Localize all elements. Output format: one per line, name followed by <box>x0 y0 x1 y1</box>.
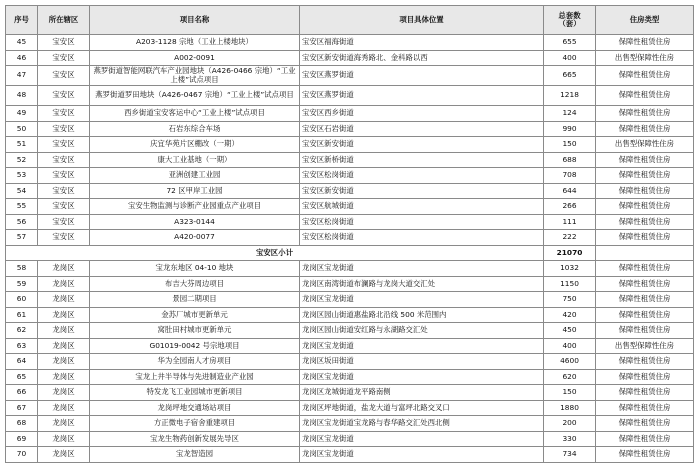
row-unit-count: 420 <box>544 307 596 323</box>
row-district: 宝安区 <box>38 230 90 246</box>
row-district: 宝安区 <box>38 183 90 199</box>
row-unit-count: 330 <box>544 431 596 447</box>
table-row <box>6 276 694 292</box>
row-number: 53 <box>6 168 38 184</box>
row-location: 宝安区燕罗街道 <box>300 66 544 86</box>
row-number: 63 <box>6 338 38 354</box>
table-row <box>6 183 694 199</box>
table-body-longgang <box>6 261 694 463</box>
row-unit-count: 655 <box>544 35 596 51</box>
header-district: 所在辖区 <box>38 6 90 35</box>
table-row <box>6 354 694 370</box>
header-count: 总套数 （套） <box>544 6 596 35</box>
row-district: 龙岗区 <box>38 400 90 416</box>
row-district: 龙岗区 <box>38 261 90 277</box>
row-housing-type: 保障性租赁住房 <box>596 152 694 168</box>
row-housing-type: 保障性租赁住房 <box>596 183 694 199</box>
row-number: 64 <box>6 354 38 370</box>
row-number: 55 <box>6 199 38 215</box>
row-project-name: A002-0091 <box>90 50 300 66</box>
row-district: 龙岗区 <box>38 385 90 401</box>
row-housing-type: 保障性租赁住房 <box>596 276 694 292</box>
subtotal-count: 21070 <box>544 245 596 261</box>
row-district: 宝安区 <box>38 86 90 106</box>
subtotal-label: 宝安区小计 <box>6 245 544 261</box>
table-body-baoan <box>6 35 694 246</box>
table-row <box>6 307 694 323</box>
table-row <box>6 199 694 215</box>
row-housing-type: 出售型保障性住房 <box>596 50 694 66</box>
row-unit-count: 150 <box>544 385 596 401</box>
row-location: 龙岗区宝龙街道 <box>300 338 544 354</box>
row-district: 龙岗区 <box>38 276 90 292</box>
row-location: 宝安区新安街道 <box>300 183 544 199</box>
row-project-name: 特发龙飞工业园城市更新项目 <box>90 385 300 401</box>
row-location: 宝安区松岗街道 <box>300 230 544 246</box>
row-location: 龙岗区坂田街道 <box>300 354 544 370</box>
row-housing-type: 保障性租赁住房 <box>596 416 694 432</box>
row-project-name: 庆宜华苑片区棚改（一期） <box>90 137 300 153</box>
row-unit-count: 665 <box>544 66 596 86</box>
row-number: 54 <box>6 183 38 199</box>
row-unit-count: 266 <box>544 199 596 215</box>
row-location: 龙岗区宝龙街道 <box>300 261 544 277</box>
row-housing-type: 保障性租赁住房 <box>596 86 694 106</box>
table-row <box>6 431 694 447</box>
row-district: 龙岗区 <box>38 292 90 308</box>
row-housing-type: 保障性租赁住房 <box>596 35 694 51</box>
table-row <box>6 121 694 137</box>
row-project-name: 宝安生物监测与诊断产业园重点产业项目 <box>90 199 300 215</box>
subtotal-row <box>6 245 694 261</box>
header-no: 序号 <box>6 6 38 35</box>
row-unit-count: 4600 <box>544 354 596 370</box>
table-row <box>6 416 694 432</box>
row-unit-count: 1150 <box>544 276 596 292</box>
row-unit-count: 124 <box>544 106 596 122</box>
row-district: 宝安区 <box>38 152 90 168</box>
row-project-name: 布吉大芬周边项目 <box>90 276 300 292</box>
row-location: 宝安区松岗街道 <box>300 214 544 230</box>
table-body-subtotal <box>6 245 694 261</box>
row-unit-count: 150 <box>544 137 596 153</box>
row-housing-type: 保障性租赁住房 <box>596 199 694 215</box>
table-row <box>6 50 694 66</box>
row-district: 龙岗区 <box>38 338 90 354</box>
row-project-name: 金苏厂城市更新单元 <box>90 307 300 323</box>
table-row <box>6 137 694 153</box>
row-location: 龙岗区宝龙街道 <box>300 431 544 447</box>
row-location: 宝安区福海街道 <box>300 35 544 51</box>
table-row <box>6 400 694 416</box>
row-number: 47 <box>6 66 38 86</box>
row-number: 46 <box>6 50 38 66</box>
row-project-name: A323-0144 <box>90 214 300 230</box>
row-housing-type: 保障性租赁住房 <box>596 369 694 385</box>
row-housing-type: 保障性租赁住房 <box>596 447 694 463</box>
header-location: 项目具体位置 <box>300 6 544 35</box>
row-unit-count: 990 <box>544 121 596 137</box>
row-housing-type: 保障性租赁住房 <box>596 431 694 447</box>
row-district: 宝安区 <box>38 106 90 122</box>
row-district: 龙岗区 <box>38 431 90 447</box>
row-housing-type: 保障性租赁住房 <box>596 323 694 339</box>
row-location: 龙岗区坪地街道，盐龙大道与富坪北路交叉口 <box>300 400 544 416</box>
row-number: 66 <box>6 385 38 401</box>
row-project-name: 宝龙智造园 <box>90 447 300 463</box>
housing-projects-table <box>5 5 694 463</box>
row-number: 70 <box>6 447 38 463</box>
row-unit-count: 644 <box>544 183 596 199</box>
row-project-name: 景园二期项目 <box>90 292 300 308</box>
row-number: 60 <box>6 292 38 308</box>
table-row <box>6 106 694 122</box>
row-location: 龙岗区南湾街道布澜路与龙岗大道交汇处 <box>300 276 544 292</box>
row-unit-count: 222 <box>544 230 596 246</box>
row-district: 宝安区 <box>38 50 90 66</box>
row-district: 龙岗区 <box>38 416 90 432</box>
row-location: 宝安区西乡街道 <box>300 106 544 122</box>
row-number: 61 <box>6 307 38 323</box>
row-housing-type: 保障性租赁住房 <box>596 292 694 308</box>
row-number: 65 <box>6 369 38 385</box>
row-housing-type: 保障性租赁住房 <box>596 261 694 277</box>
row-housing-type: 保障性租赁住房 <box>596 307 694 323</box>
row-location: 龙岗区园山街道安红路与永湖路交汇处 <box>300 323 544 339</box>
table-row <box>6 292 694 308</box>
table-row <box>6 447 694 463</box>
row-housing-type: 保障性租赁住房 <box>596 230 694 246</box>
row-housing-type: 保障性租赁住房 <box>596 106 694 122</box>
row-unit-count: 450 <box>544 323 596 339</box>
row-housing-type: 出售型保障性住房 <box>596 338 694 354</box>
row-number: 62 <box>6 323 38 339</box>
row-housing-type: 保障性租赁住房 <box>596 354 694 370</box>
row-project-name: 方正微电子宿舍重建项目 <box>90 416 300 432</box>
table-row <box>6 369 694 385</box>
row-project-name: G01019-0042 号宗地项目 <box>90 338 300 354</box>
row-housing-type: 保障性租赁住房 <box>596 121 694 137</box>
row-number: 69 <box>6 431 38 447</box>
header-name: 项目名称 <box>90 6 300 35</box>
row-number: 49 <box>6 106 38 122</box>
row-number: 52 <box>6 152 38 168</box>
row-project-name: A420-0077 <box>90 230 300 246</box>
row-number: 56 <box>6 214 38 230</box>
subtotal-empty-cell <box>596 245 694 261</box>
housing-table-container <box>5 5 693 463</box>
row-location: 宝安区石岩街道 <box>300 121 544 137</box>
row-location: 龙岗区宝龙街道 <box>300 292 544 308</box>
row-number: 58 <box>6 261 38 277</box>
row-number: 67 <box>6 400 38 416</box>
row-location: 龙岗区宝龙街道 <box>300 447 544 463</box>
row-unit-count: 620 <box>544 369 596 385</box>
row-location: 宝安区新桥街道 <box>300 152 544 168</box>
table-row <box>6 152 694 168</box>
row-location: 宝安区松岗街道 <box>300 168 544 184</box>
table-row <box>6 168 694 184</box>
row-district: 龙岗区 <box>38 307 90 323</box>
row-housing-type: 保障性租赁住房 <box>596 214 694 230</box>
row-district: 宝安区 <box>38 121 90 137</box>
row-number: 48 <box>6 86 38 106</box>
row-unit-count: 111 <box>544 214 596 230</box>
row-unit-count: 1218 <box>544 86 596 106</box>
row-housing-type: 保障性租赁住房 <box>596 66 694 86</box>
row-unit-count: 708 <box>544 168 596 184</box>
row-unit-count: 400 <box>544 50 596 66</box>
row-unit-count: 734 <box>544 447 596 463</box>
table-row <box>6 261 694 277</box>
row-district: 宝安区 <box>38 214 90 230</box>
row-unit-count: 688 <box>544 152 596 168</box>
table-row <box>6 35 694 51</box>
table-row <box>6 323 694 339</box>
row-district: 龙岗区 <box>38 354 90 370</box>
row-project-name: 燕罗街道智能网联汽车产业园地块（A426-0466 宗地）“工业上楼”试点项目 <box>90 66 300 86</box>
row-project-name: 龙岗坪地交通场站项目 <box>90 400 300 416</box>
row-location: 龙岗区园山街道惠盐路北沿线 500 米范围内 <box>300 307 544 323</box>
row-unit-count: 1880 <box>544 400 596 416</box>
row-location: 龙岗区龙城街道龙平路南侧 <box>300 385 544 401</box>
row-number: 51 <box>6 137 38 153</box>
row-district: 宝安区 <box>38 35 90 51</box>
row-project-name: A203-1128 宗地（工业上楼地块） <box>90 35 300 51</box>
row-project-name: 窝肚田村城市更新单元 <box>90 323 300 339</box>
row-district: 宝安区 <box>38 137 90 153</box>
row-housing-type: 出售型保障性住房 <box>596 137 694 153</box>
row-project-name: 亚洲创建工业园 <box>90 168 300 184</box>
row-district: 宝安区 <box>38 168 90 184</box>
row-district: 宝安区 <box>38 66 90 86</box>
row-unit-count: 200 <box>544 416 596 432</box>
table-row <box>6 66 694 86</box>
row-project-name: 宝龙东地区 04-10 地块 <box>90 261 300 277</box>
row-project-name: 华为全园南人才房项目 <box>90 354 300 370</box>
row-housing-type: 保障性租赁住房 <box>596 385 694 401</box>
table-row <box>6 214 694 230</box>
row-location: 宝安区燕罗街道 <box>300 86 544 106</box>
row-district: 龙岗区 <box>38 323 90 339</box>
row-number: 59 <box>6 276 38 292</box>
row-unit-count: 400 <box>544 338 596 354</box>
table-header-row <box>6 6 694 35</box>
row-number: 57 <box>6 230 38 246</box>
row-location: 宝安区新安街道 <box>300 137 544 153</box>
row-project-name: 石岩东综合车场 <box>90 121 300 137</box>
row-district: 龙岗区 <box>38 369 90 385</box>
row-project-name: 72 区甲岸工业园 <box>90 183 300 199</box>
row-project-name: 燕罗街道罗田地块（A426-0467 宗地）“工业上楼”试点项目 <box>90 86 300 106</box>
table-row <box>6 338 694 354</box>
header-type: 住房类型 <box>596 6 694 35</box>
row-unit-count: 750 <box>544 292 596 308</box>
table-row <box>6 385 694 401</box>
row-unit-count: 1032 <box>544 261 596 277</box>
row-number: 68 <box>6 416 38 432</box>
table-row <box>6 86 694 106</box>
row-location: 龙岗区宝龙街道 <box>300 369 544 385</box>
row-project-name: 宝龙上井半导体与先进制造业产业园 <box>90 369 300 385</box>
row-district: 宝安区 <box>38 199 90 215</box>
row-housing-type: 保障性租赁住房 <box>596 400 694 416</box>
row-number: 45 <box>6 35 38 51</box>
row-location: 龙岗区宝龙街道宝龙路与春华路交汇处西北侧 <box>300 416 544 432</box>
row-district: 龙岗区 <box>38 447 90 463</box>
row-project-name: 西乡街道宝安客运中心“工业上楼”试点项目 <box>90 106 300 122</box>
row-number: 50 <box>6 121 38 137</box>
row-project-name: 宝龙生物药创新发展先导区 <box>90 431 300 447</box>
table-row <box>6 230 694 246</box>
row-location: 宝安区新安街道海秀路北、金科路以西 <box>300 50 544 66</box>
row-project-name: 康大工业基地（一期） <box>90 152 300 168</box>
row-housing-type: 保障性租赁住房 <box>596 168 694 184</box>
row-location: 宝安区航城街道 <box>300 199 544 215</box>
